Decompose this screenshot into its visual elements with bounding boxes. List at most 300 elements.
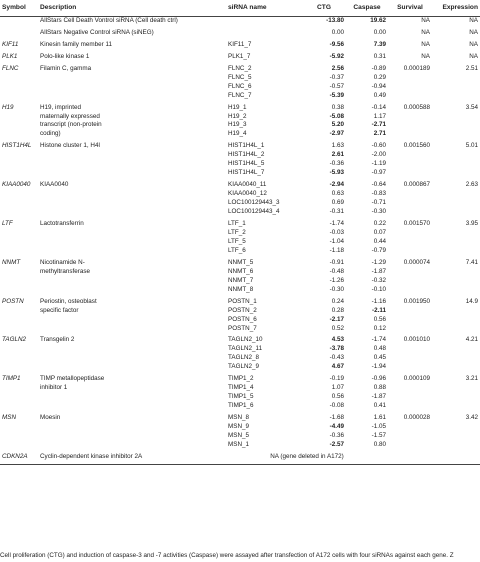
table-row bbox=[0, 432, 480, 441]
gene-symbol bbox=[0, 229, 38, 238]
header-expression: Expression bbox=[432, 0, 480, 16]
gene-symbol bbox=[0, 316, 38, 325]
expression-value: 2.51 bbox=[465, 64, 478, 72]
survival-value bbox=[388, 247, 432, 256]
gene-symbol: TAGLN2 bbox=[2, 336, 27, 344]
survival-value: 0.000028 bbox=[403, 414, 430, 422]
table-body bbox=[0, 16, 480, 464]
expression-value: 3.21 bbox=[465, 375, 478, 383]
expression-value bbox=[432, 441, 480, 450]
ctg-value: -0.48 bbox=[329, 267, 344, 275]
caspase-value: -1.16 bbox=[371, 297, 386, 305]
sirna-name: POSTN_2 bbox=[228, 306, 257, 314]
expression-value bbox=[432, 130, 480, 139]
gene-description: Periostin, osteoblast bbox=[40, 297, 97, 305]
gene-symbol bbox=[0, 92, 38, 101]
gene-symbol: POSTN bbox=[2, 297, 24, 305]
survival-value bbox=[388, 325, 432, 334]
caspase-value: -1.87 bbox=[371, 267, 386, 275]
ctg-value: -1.04 bbox=[329, 237, 344, 245]
table-row bbox=[0, 50, 480, 62]
gene-symbol: MSN bbox=[2, 414, 16, 422]
ctg-value: 1.07 bbox=[331, 384, 344, 392]
table-row bbox=[0, 169, 480, 178]
table-row bbox=[0, 38, 480, 50]
caspase-value: -0.83 bbox=[371, 190, 386, 198]
table-row bbox=[0, 307, 480, 316]
gene-symbol bbox=[0, 286, 38, 295]
sirna-name: POSTN_7 bbox=[228, 324, 257, 332]
gene-symbol bbox=[0, 199, 38, 208]
ctg-value: -2.57 bbox=[329, 440, 344, 448]
sirna-name: POSTN_1 bbox=[228, 297, 257, 305]
caspase-value: -2.00 bbox=[371, 151, 386, 159]
survival-value bbox=[388, 92, 432, 101]
ctg-value: 0.69 bbox=[331, 199, 344, 207]
gene-description: TIMP metallopeptidase bbox=[40, 375, 105, 383]
caspase-value: -1.57 bbox=[371, 431, 386, 439]
ctg-value: 0.24 bbox=[331, 297, 344, 305]
survival-value bbox=[388, 169, 432, 178]
sirna-name: TAGLN2_10 bbox=[228, 336, 263, 344]
table-row bbox=[0, 423, 480, 432]
expression-value bbox=[432, 277, 480, 286]
gene-symbol: CDKN2A bbox=[0, 450, 38, 464]
survival-value bbox=[388, 450, 432, 464]
table-row bbox=[0, 217, 480, 229]
sirna-name: FLNC_7 bbox=[228, 91, 252, 99]
table-row bbox=[0, 316, 480, 325]
table-row bbox=[0, 450, 480, 464]
ctg-value: -3.78 bbox=[329, 345, 344, 353]
caspase-value: -0.64 bbox=[371, 181, 386, 189]
survival-value: NA bbox=[421, 52, 430, 60]
survival-value bbox=[388, 121, 432, 130]
expression-value bbox=[432, 423, 480, 432]
gene-description: Nicotinamide N- bbox=[40, 258, 85, 266]
gene-description bbox=[38, 441, 226, 450]
sirna-name: PLK1_7 bbox=[228, 52, 251, 60]
caspase-value: -1.19 bbox=[371, 160, 386, 168]
expression-value: 3.95 bbox=[465, 220, 478, 228]
sirna-name: FLNC_2 bbox=[228, 64, 252, 72]
caspase-value: 0.88 bbox=[373, 384, 386, 392]
expression-value: 3.54 bbox=[465, 103, 478, 111]
sirna-name: LTF_6 bbox=[228, 246, 246, 254]
gene-symbol bbox=[0, 169, 38, 178]
gene-symbol: H19 bbox=[2, 103, 14, 111]
expression-value bbox=[432, 247, 480, 256]
expression-value bbox=[432, 160, 480, 169]
caspase-value: 1.61 bbox=[373, 414, 386, 422]
gene-description: methyltransferase bbox=[40, 267, 91, 275]
header-caspase: Caspase bbox=[346, 0, 388, 16]
caspase-value: 0.12 bbox=[373, 324, 386, 332]
gene-description bbox=[38, 432, 226, 441]
gene-symbol: PLK1 bbox=[2, 52, 18, 60]
table-row bbox=[0, 295, 480, 307]
ctg-value: 0.63 bbox=[331, 190, 344, 198]
gene-description bbox=[38, 208, 226, 217]
caspase-value: 0.45 bbox=[373, 354, 386, 362]
survival-value: NA bbox=[421, 40, 430, 48]
table-footnote: Cell proliferation (CTG) and induction of caspase-3 and -7 activities (Caspase) were assayed after transfection of A172 cells with four siRNAs against each gene. Z bbox=[0, 552, 454, 559]
table-row bbox=[0, 62, 480, 74]
gene-symbol bbox=[0, 208, 38, 217]
table-row bbox=[0, 121, 480, 130]
table-row bbox=[0, 286, 480, 295]
table-row bbox=[0, 247, 480, 256]
gene-symbol bbox=[0, 83, 38, 92]
ctg-value: -5.39 bbox=[329, 91, 344, 99]
gene-description: KIAA0040 bbox=[40, 181, 69, 189]
caspase-value: -1.94 bbox=[371, 363, 386, 371]
table-row bbox=[0, 372, 480, 384]
gene-symbol: KIAA0040 bbox=[2, 181, 31, 189]
survival-value bbox=[388, 268, 432, 277]
sirna-name: TIMP1_5 bbox=[228, 393, 254, 401]
table-row bbox=[0, 402, 480, 411]
survival-value bbox=[388, 363, 432, 372]
sirna-name: LTF_2 bbox=[228, 228, 246, 236]
ctg-value: -0.19 bbox=[329, 375, 344, 383]
table-row bbox=[0, 92, 480, 101]
survival-value: 0.001950 bbox=[403, 297, 430, 305]
caspase-value: -0.60 bbox=[371, 142, 386, 150]
survival-value: 0.000588 bbox=[403, 103, 430, 111]
sirna-name: HIST1H4L_2 bbox=[228, 151, 265, 159]
gene-symbol bbox=[0, 160, 38, 169]
table-row bbox=[0, 26, 480, 38]
caspase-value: -0.30 bbox=[371, 208, 386, 216]
gene-symbol bbox=[0, 423, 38, 432]
table-row bbox=[0, 160, 480, 169]
gene-description bbox=[38, 393, 226, 402]
sirna-name: MSN_1 bbox=[228, 440, 249, 448]
gene-symbol bbox=[0, 432, 38, 441]
gene-description: Lactotransferrin bbox=[40, 220, 84, 228]
table-row bbox=[0, 229, 480, 238]
sirna-name: TIMP1_4 bbox=[228, 384, 254, 392]
sirna-name: TIMP1_6 bbox=[228, 402, 254, 410]
table-row bbox=[0, 74, 480, 83]
sirna-name: HIST1H4L_7 bbox=[228, 169, 265, 177]
ctg-value: -2.17 bbox=[329, 315, 344, 323]
gene-symbol: TIMP1 bbox=[2, 375, 21, 383]
ctg-value: -0.08 bbox=[329, 402, 344, 410]
expression-value bbox=[432, 83, 480, 92]
gene-description: coding) bbox=[40, 130, 61, 138]
sirna-name: LOC100129443_4 bbox=[228, 208, 280, 216]
table-row bbox=[0, 345, 480, 354]
sirna-name: HIST1H4L_1 bbox=[228, 142, 265, 150]
expression-value bbox=[432, 199, 480, 208]
gene-symbol bbox=[0, 402, 38, 411]
expression-value bbox=[432, 238, 480, 247]
gene-description bbox=[38, 74, 226, 83]
table-row bbox=[0, 199, 480, 208]
gene-description bbox=[38, 83, 226, 92]
sirna-name: TAGLN2_11 bbox=[228, 345, 263, 353]
survival-value bbox=[388, 229, 432, 238]
sirna-name: MSN_9 bbox=[228, 423, 249, 431]
sirna-name: HIST1H4L_5 bbox=[228, 160, 265, 168]
caspase-value: 0.44 bbox=[373, 237, 386, 245]
gene-description bbox=[38, 402, 226, 411]
caspase-value: 0.80 bbox=[373, 440, 386, 448]
sirna-name: NNMT_7 bbox=[228, 276, 254, 284]
gene-symbol: NNMT bbox=[2, 258, 21, 266]
sirna-name: KIAA0040_12 bbox=[228, 190, 267, 198]
table-row bbox=[0, 393, 480, 402]
caspase-value: -0.94 bbox=[371, 82, 386, 90]
survival-value bbox=[388, 74, 432, 83]
table-row bbox=[0, 333, 480, 345]
gene-symbol bbox=[0, 277, 38, 286]
gene-description bbox=[38, 92, 226, 101]
gene-description: AllStars Negative Control siRNA (siNEG) bbox=[40, 28, 154, 36]
gene-description bbox=[38, 423, 226, 432]
ctg-value: -0.30 bbox=[329, 285, 344, 293]
table-header bbox=[0, 0, 480, 16]
ctg-value: -0.37 bbox=[329, 73, 344, 81]
expression-value: NA bbox=[469, 16, 478, 24]
expression-value bbox=[432, 229, 480, 238]
table-row bbox=[0, 101, 480, 113]
caspase-value: 0.56 bbox=[373, 315, 386, 323]
ctg-value: 4.53 bbox=[331, 336, 344, 344]
ctg-value: -13.80 bbox=[326, 16, 344, 24]
expression-value: 14.9 bbox=[465, 297, 478, 305]
caspase-value: -0.79 bbox=[371, 246, 386, 254]
gene-description: Cyclin-dependent kinase inhibitor 2A bbox=[38, 450, 226, 464]
sirna-name: TAGLN2_8 bbox=[228, 354, 260, 362]
gene-description bbox=[38, 199, 226, 208]
ctg-value: 0.56 bbox=[331, 393, 344, 401]
survival-value bbox=[388, 199, 432, 208]
caspase-value: 19.62 bbox=[370, 16, 386, 24]
expression-value bbox=[432, 345, 480, 354]
gene-description bbox=[38, 363, 226, 372]
caspase-value: 7.39 bbox=[373, 40, 386, 48]
caspase-value: 0.48 bbox=[373, 345, 386, 353]
survival-value bbox=[388, 113, 432, 122]
survival-value bbox=[388, 130, 432, 139]
survival-value: 0.001010 bbox=[403, 336, 430, 344]
sirna-name: H19_1 bbox=[228, 103, 247, 111]
table-row bbox=[0, 238, 480, 247]
gene-description: Histone cluster 1, H4l bbox=[40, 142, 100, 150]
table-row bbox=[0, 354, 480, 363]
survival-value: 0.001560 bbox=[403, 142, 430, 150]
sirna-name: H19_3 bbox=[228, 121, 247, 129]
gene-description: maternally expressed bbox=[40, 112, 100, 120]
survival-value: 0.001570 bbox=[403, 220, 430, 228]
expression-value bbox=[432, 363, 480, 372]
expression-value bbox=[432, 113, 480, 122]
caspase-value: -0.96 bbox=[371, 375, 386, 383]
caspase-value: 1.17 bbox=[373, 112, 386, 120]
survival-value: 0.000189 bbox=[403, 64, 430, 72]
survival-value bbox=[388, 307, 432, 316]
na-note: NA (gene deleted in A172) bbox=[226, 450, 388, 464]
caspase-value: -1.74 bbox=[371, 336, 386, 344]
gene-description: Polo-like kinase 1 bbox=[40, 52, 90, 60]
sirna-name: H19_2 bbox=[228, 112, 247, 120]
ctg-value: -9.56 bbox=[329, 40, 344, 48]
caspase-value: 0.00 bbox=[373, 28, 386, 36]
sirna-name: MSN_8 bbox=[228, 414, 249, 422]
gene-description bbox=[38, 316, 226, 325]
gene-description: Filamin C, gamma bbox=[40, 64, 92, 72]
ctg-value: 2.56 bbox=[331, 64, 344, 72]
gene-symbol: HIST1H4L bbox=[2, 142, 32, 150]
gene-description bbox=[38, 238, 226, 247]
gene-symbol bbox=[0, 113, 38, 122]
gene-symbol bbox=[0, 26, 38, 38]
gene-symbol bbox=[0, 238, 38, 247]
expression-value bbox=[432, 316, 480, 325]
expression-value: NA bbox=[469, 40, 478, 48]
survival-value bbox=[388, 238, 432, 247]
expression-value bbox=[432, 169, 480, 178]
expression-value bbox=[432, 151, 480, 160]
expression-value bbox=[432, 92, 480, 101]
sirna-name: FLNC_5 bbox=[228, 73, 252, 81]
ctg-value: -0.31 bbox=[329, 208, 344, 216]
table-row bbox=[0, 113, 480, 122]
caspase-value: -0.32 bbox=[371, 276, 386, 284]
survival-value: 0.000867 bbox=[403, 181, 430, 189]
expression-value bbox=[432, 74, 480, 83]
sirna-name bbox=[226, 16, 302, 25]
expression-value bbox=[432, 268, 480, 277]
survival-value bbox=[388, 432, 432, 441]
header-survival: Survival bbox=[388, 0, 432, 16]
sirna-name bbox=[226, 26, 302, 38]
caspase-value: 2.71 bbox=[373, 130, 386, 138]
ctg-value: 4.67 bbox=[331, 363, 344, 371]
survival-value bbox=[388, 316, 432, 325]
caspase-value: 0.41 bbox=[373, 402, 386, 410]
sirna-name: LOC100129443_3 bbox=[228, 199, 280, 207]
table-row bbox=[0, 190, 480, 199]
sirna-name: NNMT_5 bbox=[228, 258, 254, 266]
gene-symbol bbox=[0, 130, 38, 139]
ctg-value: 5.20 bbox=[331, 121, 344, 129]
gene-symbol: FLNC bbox=[2, 64, 19, 72]
sirna-name: FLNC_6 bbox=[228, 82, 252, 90]
expression-value bbox=[432, 450, 480, 464]
caspase-value: 0.31 bbox=[373, 52, 386, 60]
gene-symbol bbox=[0, 393, 38, 402]
expression-value bbox=[432, 121, 480, 130]
sirna-name: TAGLN2_9 bbox=[228, 363, 260, 371]
gene-symbol: KIF11 bbox=[2, 40, 19, 48]
ctg-value: 0.28 bbox=[331, 306, 344, 314]
caspase-value: -1.87 bbox=[371, 393, 386, 401]
expression-value: 3.42 bbox=[465, 414, 478, 422]
expression-value bbox=[432, 208, 480, 217]
survival-value: NA bbox=[421, 28, 430, 36]
caspase-value: 0.49 bbox=[373, 91, 386, 99]
gene-symbol bbox=[0, 121, 38, 130]
caspase-value: 0.22 bbox=[373, 220, 386, 228]
ctg-value: -1.18 bbox=[329, 246, 344, 254]
survival-value bbox=[388, 345, 432, 354]
expression-value bbox=[432, 325, 480, 334]
gene-description bbox=[38, 247, 226, 256]
gene-symbol bbox=[0, 16, 38, 25]
table-row bbox=[0, 130, 480, 139]
caspase-value: -2.11 bbox=[371, 306, 386, 314]
gene-description bbox=[38, 286, 226, 295]
ctg-value: -5.93 bbox=[329, 169, 344, 177]
table-row bbox=[0, 178, 480, 190]
ctg-value: -5.92 bbox=[329, 52, 344, 60]
gene-description bbox=[38, 151, 226, 160]
table-row bbox=[0, 325, 480, 334]
gene-description: AllStars Cell Death Vontrol siRNA (Cell death ctrl) bbox=[40, 16, 178, 24]
expression-value: NA bbox=[469, 52, 478, 60]
gene-symbol bbox=[0, 363, 38, 372]
ctg-value: -1.26 bbox=[329, 276, 344, 284]
gene-description bbox=[38, 160, 226, 169]
expression-value bbox=[432, 354, 480, 363]
survival-value bbox=[388, 286, 432, 295]
sirna-name: KIAA0040_11 bbox=[228, 181, 267, 189]
expression-value: NA bbox=[469, 28, 478, 36]
expression-value bbox=[432, 384, 480, 393]
gene-description bbox=[38, 354, 226, 363]
expression-value bbox=[432, 307, 480, 316]
sirna-name: KIF11_7 bbox=[228, 40, 252, 48]
ctg-value: -0.57 bbox=[329, 82, 344, 90]
survival-value bbox=[388, 83, 432, 92]
table-row bbox=[0, 151, 480, 160]
ctg-value: 2.61 bbox=[331, 151, 344, 159]
ctg-value: 0.00 bbox=[331, 28, 344, 36]
sirna-name: NNMT_8 bbox=[228, 285, 254, 293]
ctg-value: -0.36 bbox=[329, 160, 344, 168]
gene-description bbox=[38, 229, 226, 238]
gene-description bbox=[38, 345, 226, 354]
expression-value: 5.01 bbox=[465, 142, 478, 150]
caspase-value: -0.10 bbox=[371, 285, 386, 293]
expression-value bbox=[432, 190, 480, 199]
sirna-name: LTF_5 bbox=[228, 237, 246, 245]
gene-description: transcript (non-protein bbox=[40, 121, 102, 129]
survival-value bbox=[388, 277, 432, 286]
survival-value: 0.000109 bbox=[403, 375, 430, 383]
survival-value bbox=[388, 151, 432, 160]
expression-value: 7.41 bbox=[465, 258, 478, 266]
survival-value bbox=[388, 393, 432, 402]
caspase-value: -0.97 bbox=[371, 169, 386, 177]
gene-description bbox=[38, 169, 226, 178]
table-row bbox=[0, 268, 480, 277]
caspase-value: -0.71 bbox=[371, 199, 386, 207]
expression-value bbox=[432, 402, 480, 411]
header-sirna-name: siRNA name bbox=[226, 0, 302, 16]
ctg-value: -1.68 bbox=[329, 414, 344, 422]
expression-value bbox=[432, 393, 480, 402]
gene-description bbox=[38, 190, 226, 199]
sirna-name: H19_4 bbox=[228, 130, 247, 138]
gene-description: Moesin bbox=[40, 414, 61, 422]
table-row bbox=[0, 441, 480, 450]
survival-value: 0.000074 bbox=[403, 258, 430, 266]
